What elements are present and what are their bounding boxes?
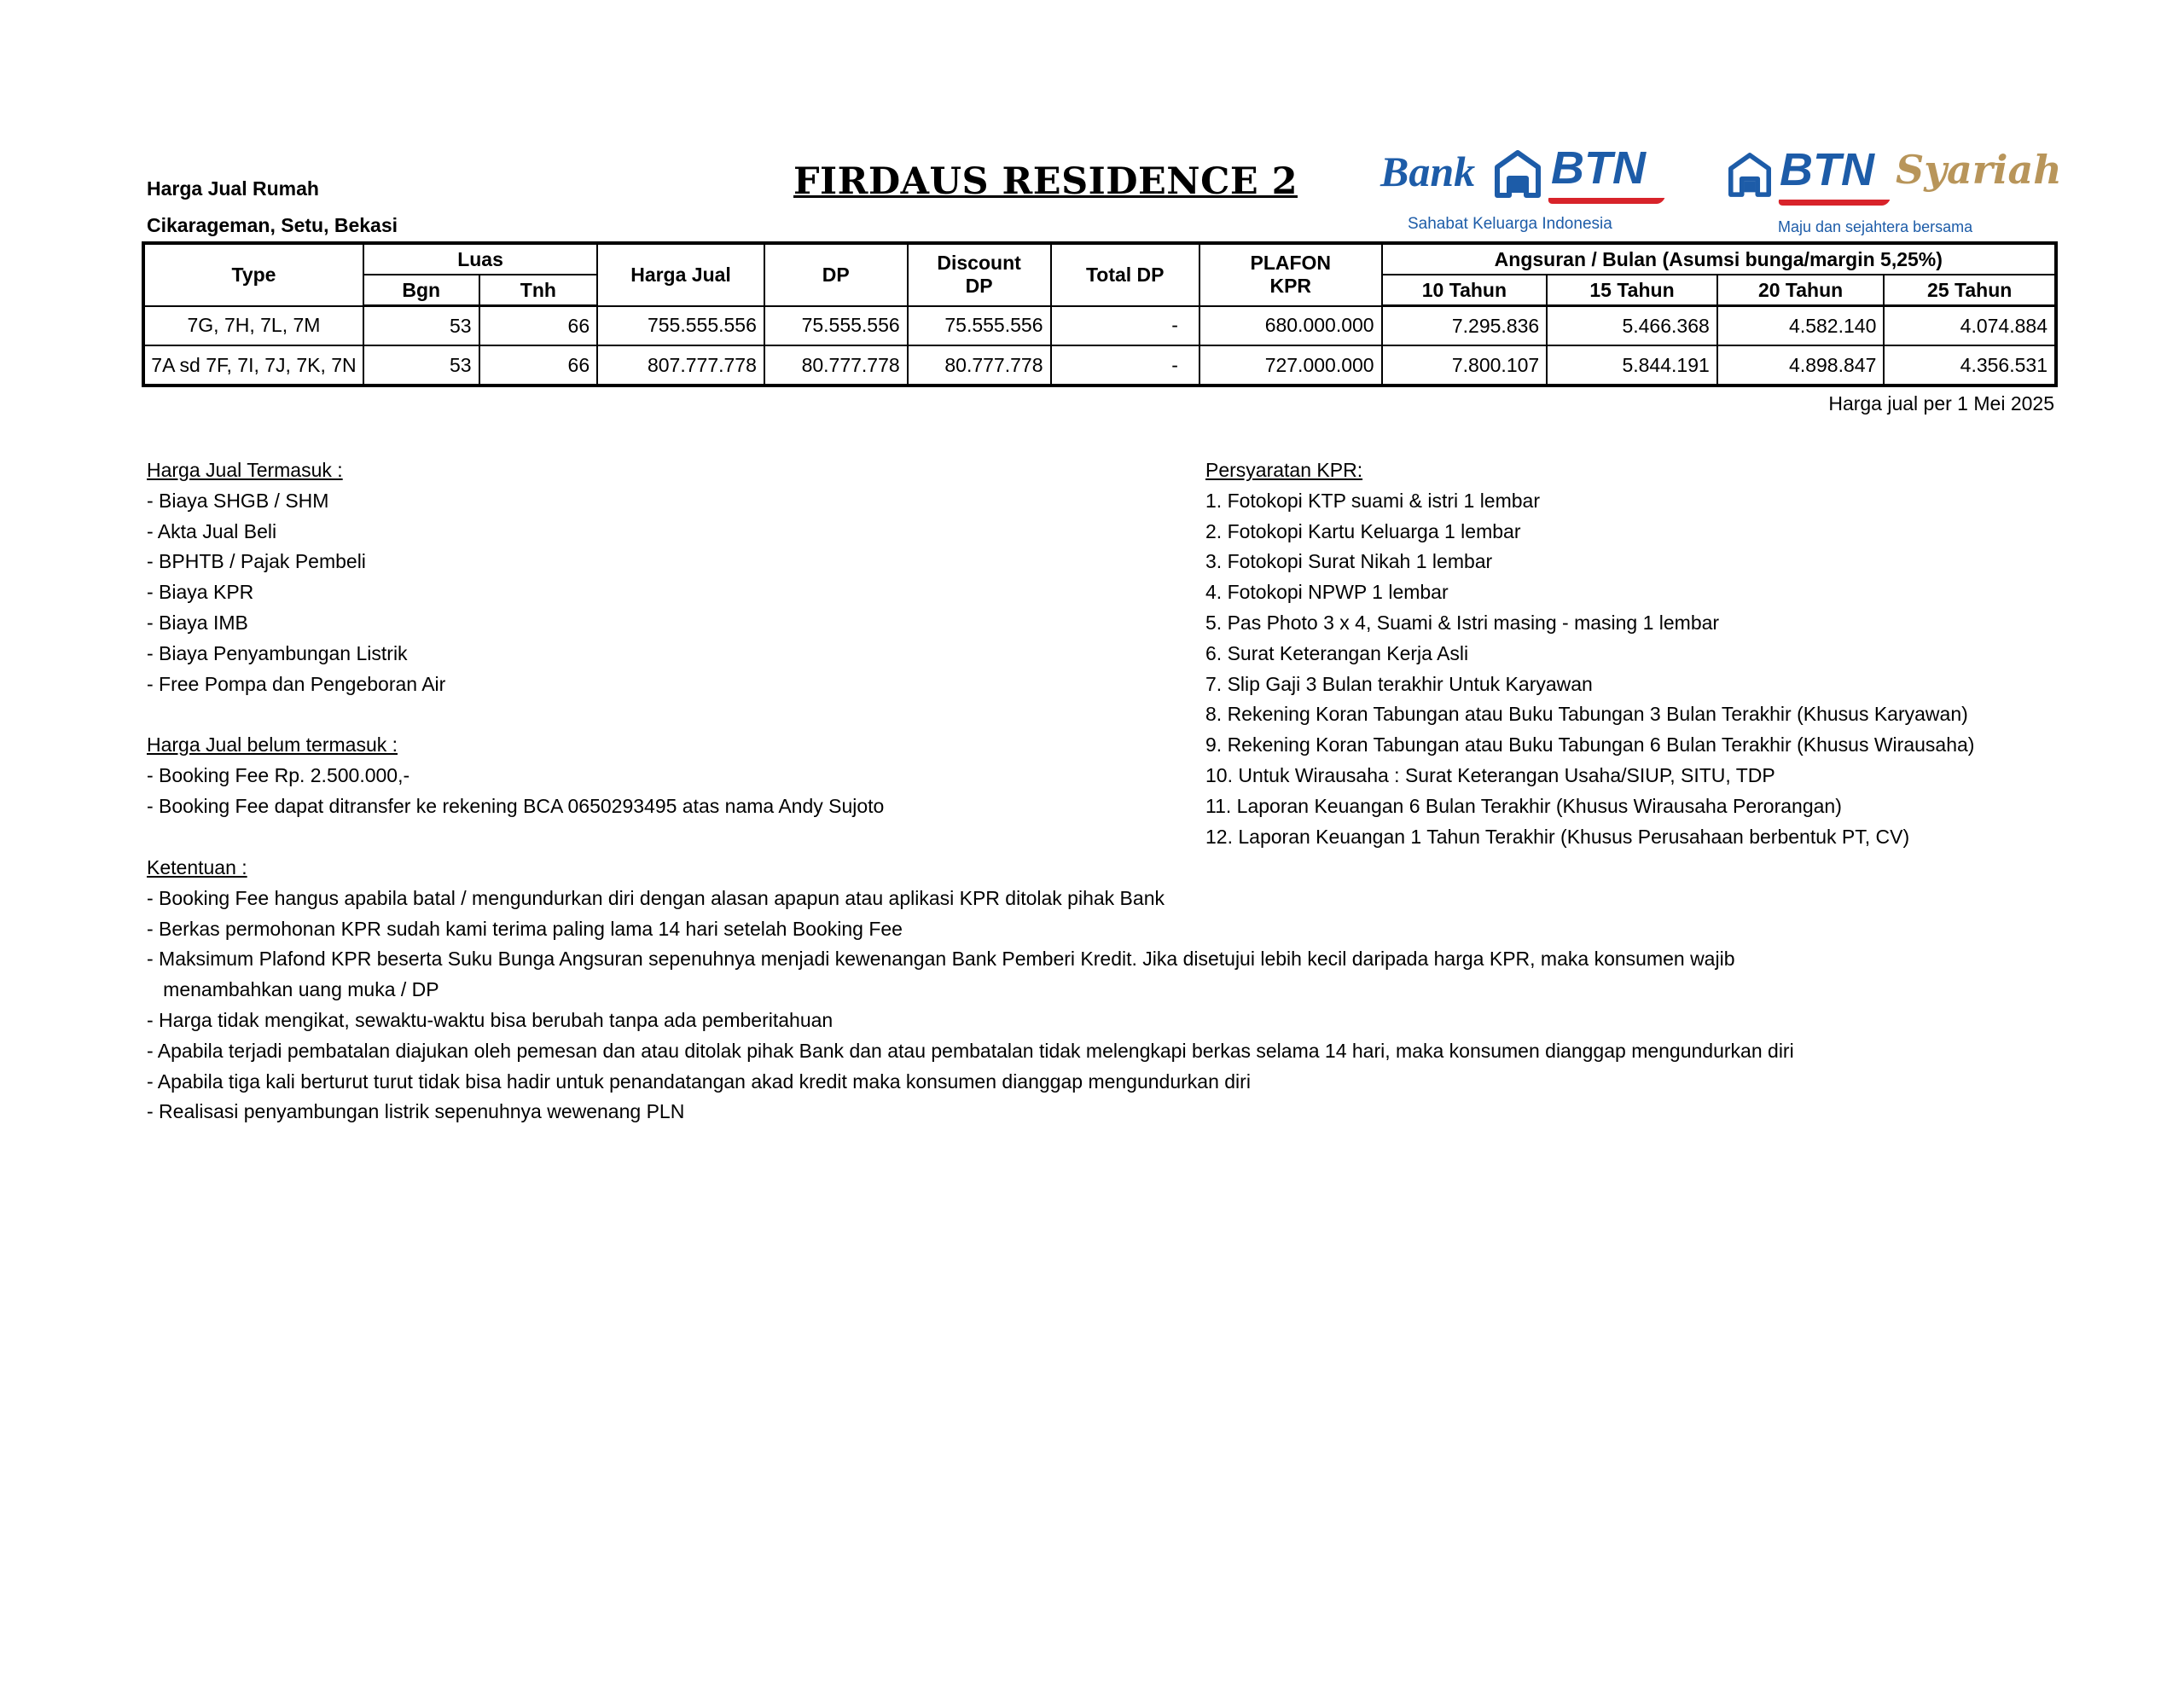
cell-10-tahun: 7.800.107 xyxy=(1382,345,1548,386)
btn-syariah-logo-suffix: Syariah xyxy=(1896,147,2062,193)
list-item: 1. Fotokopi KTP suami & istri 1 lembar xyxy=(1205,489,1540,512)
cell-25-tahun: 4.356.531 xyxy=(1884,345,2056,386)
cell-type: 7A sd 7F, 7I, 7J, 7K, 7N xyxy=(143,345,363,386)
cell-dp: 80.777.778 xyxy=(764,345,908,386)
list-item: - Akta Jual Beli xyxy=(147,519,277,542)
btn-syariah-logo xyxy=(1725,142,2062,240)
price-table xyxy=(142,241,2058,387)
price-date-note: Harga jual per 1 Mei 2025 xyxy=(1828,392,2054,415)
house-icon xyxy=(1728,152,1771,202)
list-item: 6. Surat Keterangan Kerja Asli xyxy=(1205,641,1469,664)
cell-20-tahun: 4.898.847 xyxy=(1717,345,1885,386)
list-item: 10. Untuk Wirausaha : Surat Keterangan Usaha/SIUP, SITU, TDP xyxy=(1205,763,1775,786)
list-item: - Realisasi penyambungan listrik sepenuhnya wewenang PLN xyxy=(147,1100,685,1123)
cell-25-tahun: 4.074.884 xyxy=(1884,306,2056,346)
terms-heading: Ketentuan : xyxy=(147,856,247,878)
doc-label: Harga Jual Rumah xyxy=(147,177,319,200)
col-header-dp: DP xyxy=(764,243,908,306)
cell-20-tahun: 4.582.140 xyxy=(1717,306,1885,346)
btn-logo-tagline: Sahabat Keluarga Indonesia xyxy=(1408,215,1612,233)
cell-bgn: 53 xyxy=(363,345,479,386)
excluded-heading: Harga Jual belum termasuk : xyxy=(147,733,398,756)
col-header-plafon-line2: KPR xyxy=(1269,275,1312,298)
btn-logo xyxy=(1380,142,1662,240)
list-item: - Free Pompa dan Pengeboran Air xyxy=(147,672,446,695)
col-header-bgn: Bgn xyxy=(363,275,479,306)
excluded-section xyxy=(147,730,884,821)
btn-syariah-logo-swoosh xyxy=(1777,200,1891,206)
table-row xyxy=(143,306,2056,346)
col-header-discount-line1: Discount xyxy=(937,252,1021,275)
list-item: - Harga tidak mengikat, sewaktu-waktu bisa berubah tanpa ada pemberitahuan xyxy=(147,1008,834,1031)
cell-harga-jual: 755.555.556 xyxy=(597,306,764,346)
cell-15-tahun: 5.844.191 xyxy=(1547,345,1717,386)
btn-syariah-logo-name: BTN xyxy=(1780,144,1874,195)
cell-total-dp: - xyxy=(1051,345,1199,386)
doc-location: Cikarageman, Setu, Bekasi xyxy=(147,214,398,236)
list-item: - BPHTB / Pajak Pembeli xyxy=(147,550,366,573)
col-header-plafon xyxy=(1199,243,1382,306)
cell-dp: 75.555.556 xyxy=(764,306,908,346)
list-item: - Berkas permohonan KPR sudah kami terima paling lama 14 hari setelah Booking Fee xyxy=(147,917,903,940)
kpr-requirements-heading: Persyaratan KPR: xyxy=(1205,459,1363,481)
list-item: 8. Rekening Koran Tabungan atau Buku Tabungan 3 Bulan Terakhir (Khusus Karyawan) xyxy=(1205,703,1968,726)
col-header-type: Type xyxy=(143,243,363,306)
btn-logo-swoosh xyxy=(1547,198,1665,204)
col-header-discount-dp xyxy=(908,243,1051,306)
cell-10-tahun: 7.295.836 xyxy=(1382,306,1548,346)
list-item: - Biaya IMB xyxy=(147,611,248,634)
cell-plafon: 680.000.000 xyxy=(1199,306,1382,346)
cell-tnh: 66 xyxy=(479,345,598,386)
list-item: 11. Laporan Keuangan 6 Bulan Terakhir (Khusus Wirausaha Perorangan) xyxy=(1205,794,1842,817)
btn-logo-name: BTN xyxy=(1551,142,1646,194)
col-header-15-tahun: 15 Tahun xyxy=(1547,275,1717,306)
col-header-10-tahun: 10 Tahun xyxy=(1382,275,1548,306)
list-item: 4. Fotokopi NPWP 1 lembar xyxy=(1205,581,1449,604)
table-header-row xyxy=(143,243,2056,275)
list-item: 12. Laporan Keuangan 1 Tahun Terakhir (Khusus Perusahaan berbentuk PT, CV) xyxy=(1205,825,1910,848)
included-section xyxy=(147,455,445,699)
list-item: 5. Pas Photo 3 x 4, Suami & Istri masing - masing 1 lembar xyxy=(1205,611,1720,634)
col-header-plafon-line1: PLAFON xyxy=(1250,252,1332,275)
list-item: 3. Fotokopi Surat Nikah 1 lembar xyxy=(1205,550,1493,573)
cell-harga-jual: 807.777.778 xyxy=(597,345,764,386)
col-header-luas: Luas xyxy=(363,243,597,275)
col-header-25-tahun: 25 Tahun xyxy=(1884,275,2056,306)
list-item: menambahkan uang muka / DP xyxy=(147,978,439,1001)
btn-logo-bank-word: Bank xyxy=(1380,148,1476,195)
list-item: - Apabila tiga kali berturut turut tidak bisa hadir untuk penandatangan akad kredit maka konsumen dianggap mengundurkan diri xyxy=(147,1070,1251,1093)
kpr-requirements-section xyxy=(1205,455,1974,852)
cell-bgn: 53 xyxy=(363,306,479,346)
cell-tnh: 66 xyxy=(479,306,598,346)
list-item: 2. Fotokopi Kartu Keluarga 1 lembar xyxy=(1205,519,1521,542)
col-header-discount-line2: DP xyxy=(965,275,993,298)
col-header-harga-jual: Harga Jual xyxy=(597,243,764,306)
col-header-tnh: Tnh xyxy=(479,275,598,306)
cell-total-dp: - xyxy=(1051,306,1199,346)
list-item: - Maksimum Plafond KPR beserta Suku Bunga Angsuran sepenuhnya menjadi kewenangan Bank Pemberi Kredit. Jika disetujui lebih kecil daripada harga KPR, maka konsumen wajib xyxy=(147,948,1735,971)
included-heading: Harga Jual Termasuk : xyxy=(147,459,343,481)
cell-type: 7G, 7H, 7L, 7M xyxy=(143,306,363,346)
list-item: 7. Slip Gaji 3 Bulan terakhir Untuk Karyawan xyxy=(1205,672,1593,695)
col-header-total-dp: Total DP xyxy=(1051,243,1199,306)
list-item: - Biaya Penyambungan Listrik xyxy=(147,641,408,664)
page-title: FIRDAUS RESIDENCE 2 xyxy=(793,160,1298,203)
list-item: 9. Rekening Koran Tabungan atau Buku Tabungan 6 Bulan Terakhir (Khusus Wirausaha) xyxy=(1205,733,1975,757)
terms-section xyxy=(147,853,1794,1128)
cell-discount-dp: 75.555.556 xyxy=(908,306,1051,346)
house-icon xyxy=(1495,150,1541,202)
cell-discount-dp: 80.777.778 xyxy=(908,345,1051,386)
cell-plafon: 727.000.000 xyxy=(1199,345,1382,386)
list-item: - Biaya SHGB / SHM xyxy=(147,489,329,512)
list-item: - Booking Fee hangus apabila batal / mengundurkan diri dengan alasan apapun atau aplikasi KPR ditolak pihak Bank xyxy=(147,886,1165,909)
table-row xyxy=(143,345,2056,386)
list-item: - Apabila terjadi pembatalan diajukan oleh pemesan dan atau ditolak pihak Bank dan atau pembatalan tidak melengkapi berkas selama 14 hari, maka konsumen dianggap mengundurkan diri xyxy=(147,1039,1794,1062)
list-item: - Biaya KPR xyxy=(147,581,254,604)
list-item: - Booking Fee dapat ditransfer ke rekening BCA 0650293495 atas nama Andy Sujoto xyxy=(147,794,885,817)
col-header-angsuran: Angsuran / Bulan (Asumsi bunga/margin 5,25%) xyxy=(1382,243,2056,275)
cell-15-tahun: 5.466.368 xyxy=(1547,306,1717,346)
btn-syariah-logo-tagline: Maju dan sejahtera bersama xyxy=(1778,218,1973,235)
col-header-20-tahun: 20 Tahun xyxy=(1717,275,1885,306)
list-item: - Booking Fee Rp. 2.500.000,- xyxy=(147,763,410,786)
